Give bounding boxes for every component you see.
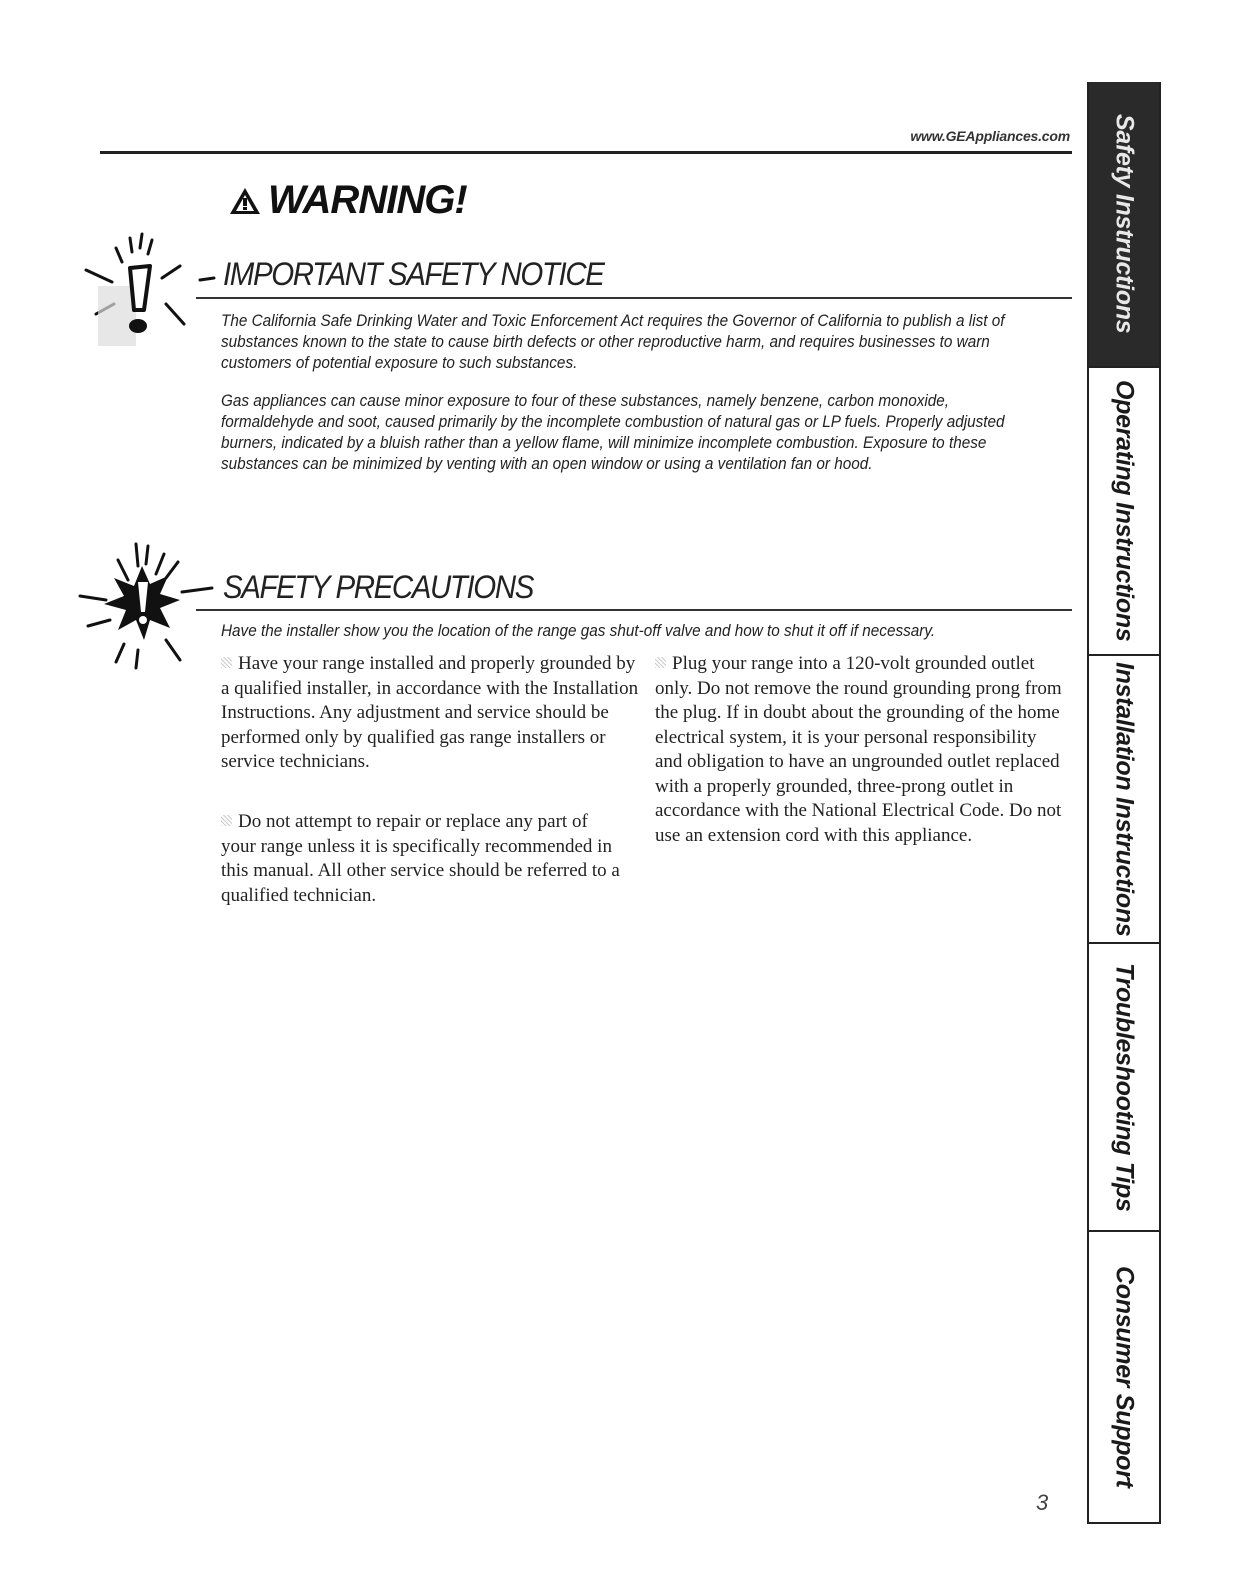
bullet-marker — [221, 815, 232, 826]
tab-operating-instructions[interactable] — [1089, 366, 1159, 654]
warning-title: WARNING! — [268, 178, 467, 222]
tab-label: Consumer Support — [1110, 1266, 1139, 1488]
precautions-rule — [196, 609, 1072, 611]
notice-title: IMPORTANT SAFETY NOTICE — [223, 256, 604, 292]
precautions-intro: Have the installer show you the location of the range gas shut-off valve and how to shut it off if necessary. — [221, 621, 936, 640]
tab-label: Operating Instructions — [1110, 380, 1139, 642]
tab-label: Installation Instructions — [1110, 661, 1139, 937]
header-url: www.GEAppliances.com — [910, 128, 1070, 144]
bullet-marker — [221, 657, 232, 668]
notice-paragraph-1: The California Safe Drinking Water and Toxic Enforcement Act requires the Governor of California to publish a list of substances known to the state to cause birth defects or other reproductive harm, and requires businesses to warn customers of potential exposure to such substances. — [221, 311, 1005, 372]
page-number: 3 — [1036, 1490, 1049, 1515]
header-rule — [100, 151, 1072, 154]
tab-consumer-support[interactable] — [1089, 1230, 1159, 1522]
warning-heading — [228, 178, 467, 223]
precautions-title: SAFETY PRECAUTIONS — [223, 569, 533, 605]
precaution-item: Plug your range into a 120-volt grounded outlet only. Do not remove the round grounding prong from the plug. If in doubt about the grounding of the home electrical system, it is your personal responsibility and obligation to have an ungrounded outlet replaced with a properly grounded, three-prong outlet in accordance with the National Electrical Code. Do not use an extension cord with this appliance. — [655, 653, 1062, 846]
precaution-item: Do not attempt to repair or replace any part of your range unless it is specifically recommended in this manual. All other service should be referred to a qualified technician. — [221, 811, 620, 906]
section-tabs — [1087, 82, 1161, 1524]
tab-installation-instructions[interactable] — [1089, 654, 1159, 942]
starburst-exclamation-icon — [76, 540, 214, 672]
tab-troubleshooting-tips[interactable] — [1089, 942, 1159, 1230]
tab-label: Troubleshooting Tips — [1110, 962, 1139, 1212]
bullet-marker — [655, 657, 666, 668]
tab-label: Safety Instructions — [1110, 114, 1139, 334]
tab-safety-instructions[interactable] — [1089, 82, 1159, 366]
warning-triangle-icon — [228, 186, 262, 216]
precaution-item: Have your range installed and properly grounded by a qualified installer, in accordance with the Installation Instructions. Any adjustment and service should be performed only by qualified gas range installers or service technicians. — [221, 653, 639, 772]
exclamation-burst-icon — [78, 226, 216, 350]
notice-rule — [196, 297, 1072, 299]
notice-paragraph-2: Gas appliances can cause minor exposure to four of these substances, namely benzene, carbon monoxide, formaldehyde and soot, caused primarily by the incomplete combustion of natural gas or LP fuels. Properly adjusted burners, indicated by a bluish rather than a yellow flame, will minimize incomplete combustion. Exposure to these substances can be minimized by venting with an open window or using a ventilation fan or hood. — [221, 391, 1005, 473]
